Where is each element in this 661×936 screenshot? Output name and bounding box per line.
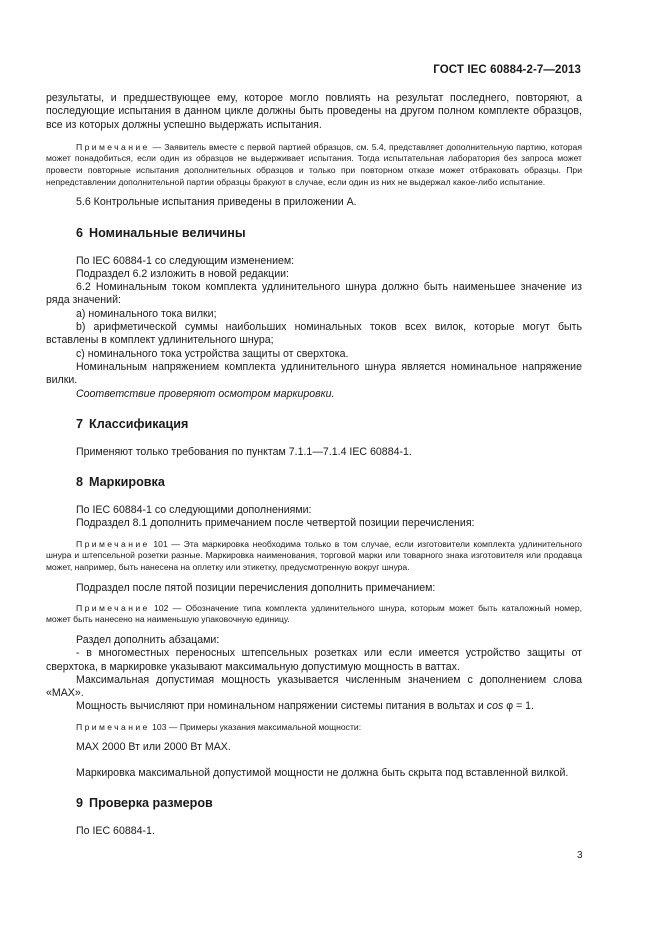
sec8-example: MAX 2000 Вт или 2000 Вт MAX. — [76, 741, 231, 754]
sec6-line-7: Номинальным напряжением комплекта удлинительного шнура является номинальное напряжение вилки. — [46, 360, 582, 387]
sec8-line-7: Мощность вычисляют при номинальном напряжении системы питания в вольтах и cos φ = 1. — [76, 700, 535, 713]
sec6-item-b: b) арифметической суммы наибольших номинальных токов всех вилок, которые могут быть вставлены в комплект удлинительного шнура; — [46, 321, 582, 347]
sec8-line-4: Раздел дополнить абзацами: — [76, 633, 220, 646]
sec6-item-c: c) номинального тока устройства защиты от сверхтока. — [76, 347, 349, 360]
sec6-line-2: Подраздел 6.2 изложить в новой редакции: — [76, 267, 289, 280]
note-101: Примечание 101 — Эта маркировка необходима только в том случае, если изготовители комплекта удлинительного шнура и штепсельной розетки разные. Маркировка наименования, торговой марки или товарного знака изготовителя или продавца может, например, быть нанесена на оплетку или этикетку, предусмотренную вокруг шнура. — [46, 538, 582, 572]
document-code: ГОСТ IEC 60884-2-7—2013 — [433, 64, 581, 76]
note-text: — Заявитель вместе с первой партией образцов, см. 5.4, представляет дополнительную партию, которая может понадобиться, если один из образцов не выдерживает испытания. Тогда испытательная лаборатория без запроса может провести повторные испытания дополнительных образцов и только при повторном отказе может отбраковать образцы. При непредставлении дополнительной партии образцы бракуют в случае, если один из них не выдержал какое-либо испытание. — [46, 141, 582, 187]
clause-5-6: 5.6 Контрольные испытания приведены в приложении А. — [76, 196, 357, 209]
note-shipment — [46, 142, 582, 188]
note-label: Примечание — [76, 141, 150, 152]
sec8-line-1: По IEC 60884-1 со следующими дополнениями: — [76, 504, 312, 517]
sec9-line-1: По IEC 60884-1. — [76, 824, 155, 837]
section-6-heading: 6 Номинальные величины — [76, 225, 246, 240]
sec6-line-3: 6.2 Номинальным током комплекта удлинительного шнура должно быть наименьшее значение из ряда значений: — [46, 281, 582, 307]
section-7-heading: 7 Классификация — [76, 416, 189, 431]
page-content — [46, 92, 582, 838]
section-8-heading: 8 Маркировка — [76, 475, 165, 490]
intro-paragraph: результаты, и предшествующее ему, которое могло повлиять на результат последнего, повторяют, а последующие испытания в данном цикле должны быть проведены на другом полном комплекте образцов, все из которых должны успешно выдержать испытания. — [46, 92, 582, 131]
sec8-line-3: Подраздел после пятой позиции перечисления дополнить примечанием: — [76, 581, 436, 594]
sec6-compliance: Соответствие проверяют осмотром маркировки. — [76, 387, 335, 400]
sec7-line-1: Применяют только требования по пунктам 7.1.1—7.1.4 IEC 60884-1. — [76, 445, 412, 458]
sec6-item-a: a) номинального тока вилки; — [76, 307, 217, 320]
page-number: 3 — [577, 850, 583, 861]
note-103: Примечание 103 — Примеры указания максимальной мощности: — [76, 721, 362, 732]
section-9-heading: 9 Проверка размеров — [76, 795, 213, 810]
sec8-line-6: Максимальная допустимая мощность указывается численным значением с дополнением слова «MAX». — [46, 673, 582, 700]
sec8-line-5: - в многоместных переносных штепсельных розетках или если имеется устройство защиты от сверхтока, в маркировке указывают максимальную допустимую мощность в ваттах. — [46, 647, 582, 673]
sec8-line-2: Подраздел 8.1 дополнить примечанием после четвертой позиции перечисления: — [76, 517, 475, 530]
note-102: Примечание 102 — Обозначение типа комплекта удлинительного шнура, которым может быть каталожный номер, может быть нанесено на наименьшую упаковочную единицу. — [46, 602, 582, 625]
sec6-line-1: По IEC 60884-1 со следующим изменением: — [76, 254, 295, 267]
sec8-line-9: Маркировка максимальной допустимой мощности не должна быть скрыта под вставленной вилкой. — [76, 766, 569, 779]
